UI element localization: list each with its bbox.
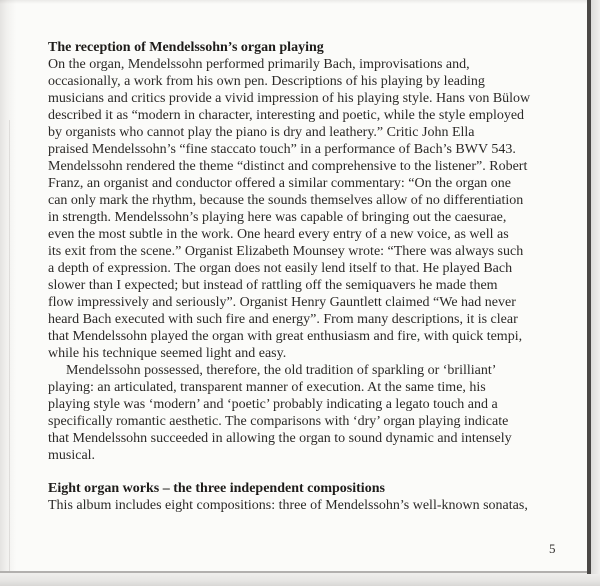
- text-line: that Mendelssohn played the organ with great enthusiasm and fire, with quick tempi,: [48, 329, 523, 344]
- text-line: flow impressively and seriously”. Organist Henry Gauntlett claimed “We had never: [48, 295, 516, 310]
- text-line: playing: an articulated, transparent manner of execution. At the same time, his: [48, 380, 486, 395]
- text-line: that Mendelssohn succeeded in allowing the organ to sound dynamic and intensely: [48, 431, 512, 446]
- text-line: playing style was ‘modern’ and ‘poetic’ probably indicating a legato touch and a: [48, 397, 498, 412]
- section-heading: Eight organ works – the three independent compositions: [48, 481, 385, 496]
- page-crease-line: [9, 120, 10, 572]
- text-line: On the organ, Mendelssohn performed primarily Bach, improvisations and,: [48, 57, 470, 72]
- text-line: Mendelssohn rendered the theme “distinct and comprehensive to the listener”. Robert: [48, 159, 528, 174]
- text-line: described it as “modern in character, interesting and poetic, while the style employed: [48, 108, 525, 123]
- page-bottom-shadow-band: [0, 573, 600, 586]
- text-line: musicians and critics provide a vivid impression of his playing style. Hans von Bülow: [48, 91, 531, 106]
- text-line: specifically romantic aesthetic. The comparisons with ‘dry’ organ playing indicate: [48, 414, 509, 429]
- text-line: Mendelssohn possessed, therefore, the old tradition of sparkling or ‘brilliant’: [66, 363, 497, 378]
- text-line: slower than I expected; but instead of rattling off the semiquavers he made them: [48, 278, 498, 293]
- page-number: 5: [549, 541, 556, 556]
- text-line: its exit from the scene.” Organist Elizabeth Mounsey wrote: “There was always such: [48, 244, 524, 259]
- text-line: while his technique seemed light and easy.: [48, 346, 287, 361]
- text-line: can only mark the rhythm, because the sounds themselves allow of no differentiation: [48, 193, 524, 208]
- text-line: even the most subtle in the work. One heard every entry of a new voice, as well as: [48, 227, 509, 242]
- section-gap: [48, 464, 590, 480]
- section-heading: The reception of Mendelssohn’s organ playing: [48, 40, 324, 55]
- text-line: praised Mendelssohn’s “fine staccato touch” in a performance of Bach’s BWV 543.: [48, 142, 516, 157]
- text-line: heard Bach executed with such fire and energy”. From many descriptions, it is clear: [48, 312, 518, 327]
- page-right-outside-strip: [591, 0, 600, 574]
- text-line: This album includes eight compositions: three of Mendelssohn’s well-known sonatas,: [48, 498, 528, 513]
- page-left-spine-shading: [0, 0, 16, 572]
- text-line: a depth of expression. The organ does not easily lend itself to that. He played Bach: [48, 261, 513, 276]
- text-line: musical.: [48, 448, 96, 463]
- text-line: by organists who cannot play the piano is dry and leathery.” Critic John Ella: [48, 125, 475, 140]
- text-line: occasionally, a work from his own pen. Descriptions of his playing by leading: [48, 74, 485, 89]
- text-line: in strength. Mendelssohn’s playing here was capable of bringing out the caesurae,: [48, 210, 507, 225]
- page-top-shadow: [0, 0, 600, 4]
- page-text-block: [48, 39, 590, 514]
- text-line: Franz, an organist and conductor offered a similar commentary: “On the organ one: [48, 176, 512, 191]
